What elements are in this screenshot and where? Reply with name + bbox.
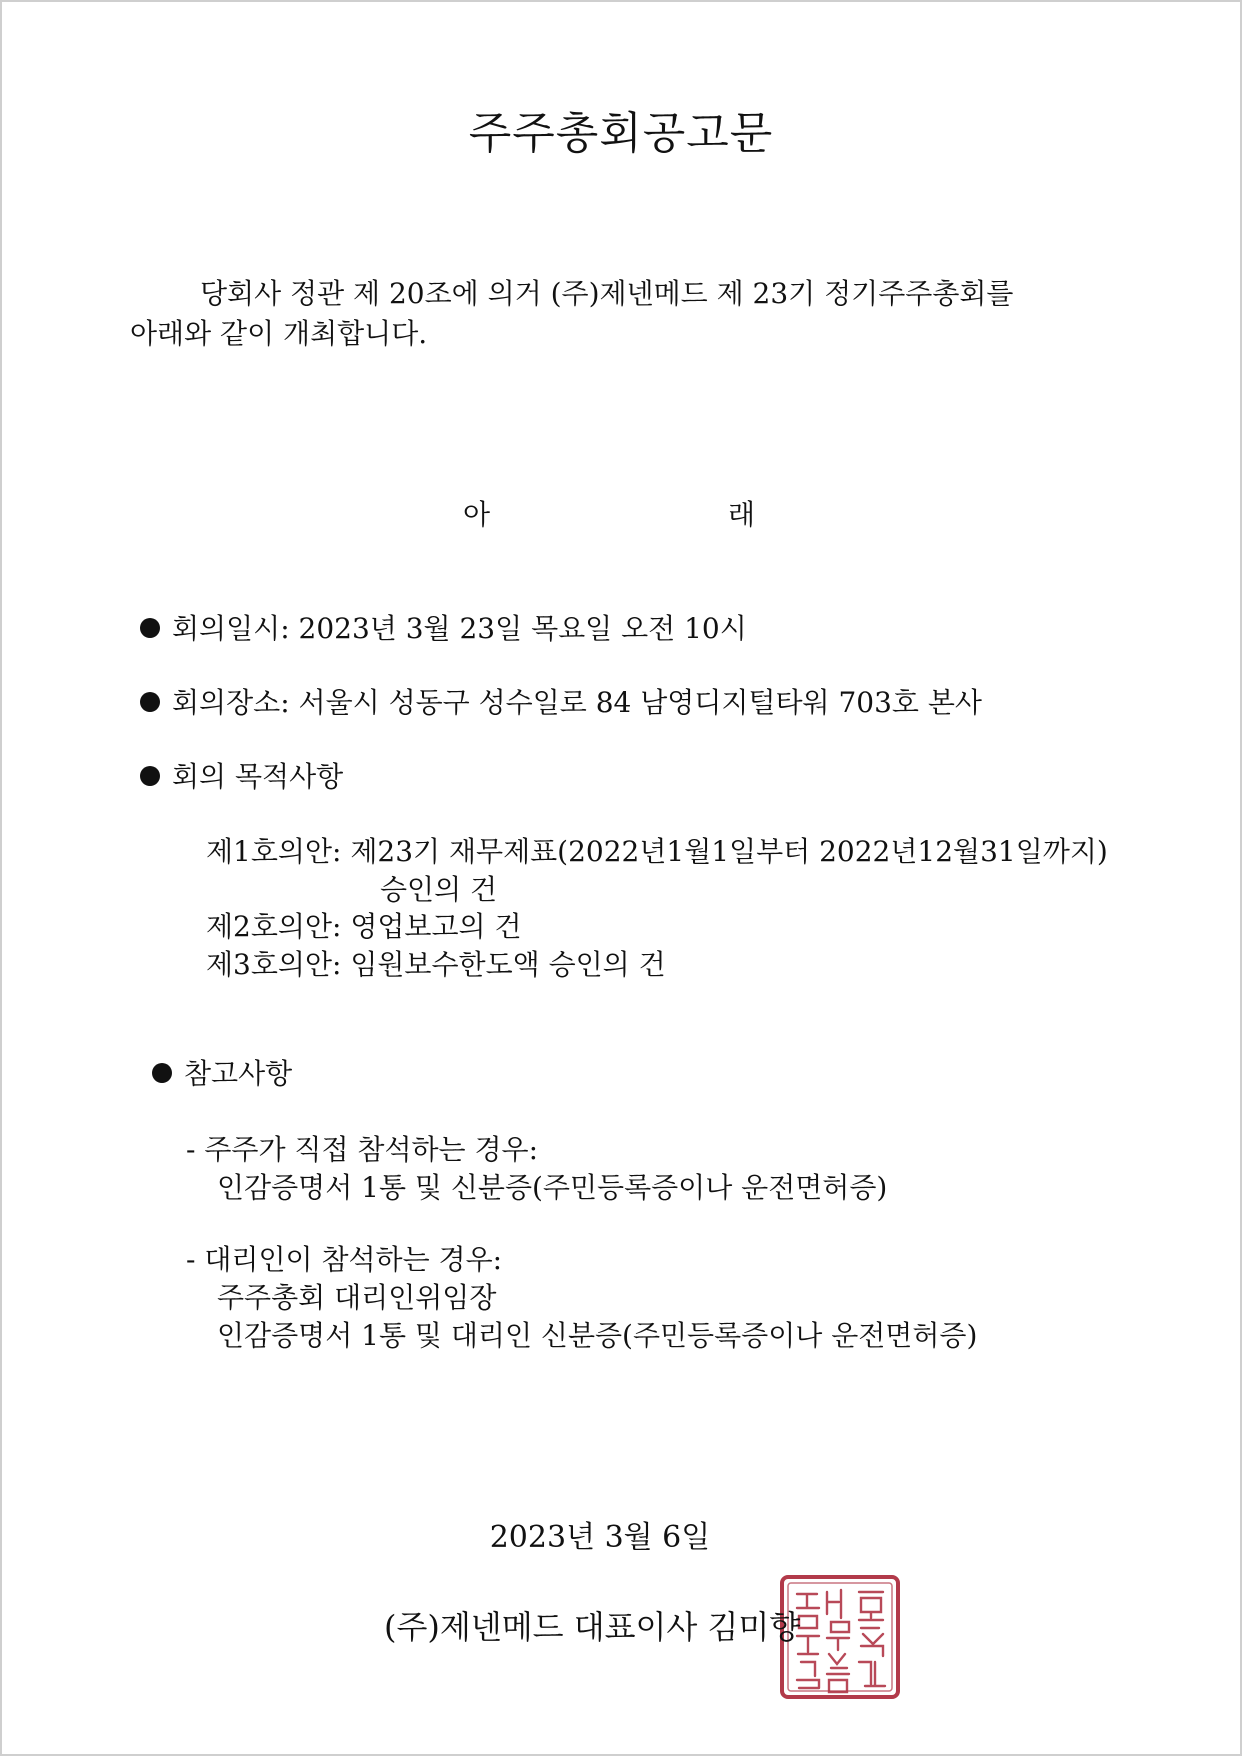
intro-line-2: 아래와 같이 개최합니다. xyxy=(130,317,428,350)
meeting-datetime-row xyxy=(140,607,747,647)
reference-heading: 참고사항 xyxy=(184,1057,293,1090)
bullet-icon xyxy=(140,766,160,786)
meeting-datetime: 회의일시: 2023년 3월 23일 목요일 오전 10시 xyxy=(172,612,747,645)
proxy-attendance-heading: - 대리인이 참석하는 경우: xyxy=(186,1243,503,1276)
meeting-purpose-row xyxy=(140,755,343,795)
agenda-item-1: 제1호의안: 제23기 재무제표(2022년1월1일부터 2022년12월31일까지) xyxy=(206,835,1108,868)
meeting-place-row xyxy=(140,681,982,721)
agenda-item-2: 제2호의안: 영업보고의 건 xyxy=(206,910,522,943)
signer-name: (주)제넨메드 대표이사 김미향 xyxy=(384,1608,801,1646)
reference-row xyxy=(152,1052,292,1092)
bullet-icon xyxy=(140,618,160,638)
below-heading-right: 래 xyxy=(728,498,756,531)
below-heading-left: 아 xyxy=(463,498,491,531)
agenda-item-3: 제3호의안: 임원보수한도액 승인의 건 xyxy=(206,948,666,981)
meeting-purpose-heading: 회의 목적사항 xyxy=(172,760,344,793)
proxy-attendance-item-2: 인감증명서 1통 및 대리인 신분증(주민등록증이나 운전면허증) xyxy=(217,1319,978,1352)
bullet-icon xyxy=(152,1063,172,1083)
notice-date: 2023년 3월 6일 xyxy=(489,1520,711,1555)
document-title: 주주총회공고문 xyxy=(468,108,774,159)
intro-line-1: 당회사 정관 제 20조에 의거 (주)제넨메드 제 23기 정기주주총회를 xyxy=(200,277,1014,310)
agenda-item-1-cont: 승인의 건 xyxy=(380,873,498,906)
meeting-place: 회의장소: 서울시 성동구 성수일로 84 남영디지털타워 703호 본사 xyxy=(172,686,982,719)
direct-attendance-heading: - 주주가 직접 참석하는 경우: xyxy=(186,1133,539,1166)
bullet-icon xyxy=(140,692,160,712)
direct-attendance-item: 인감증명서 1통 및 신분증(주민등록증이나 운전면허증) xyxy=(217,1171,888,1204)
proxy-attendance-item-1: 주주총회 대리인위임장 xyxy=(217,1281,497,1314)
